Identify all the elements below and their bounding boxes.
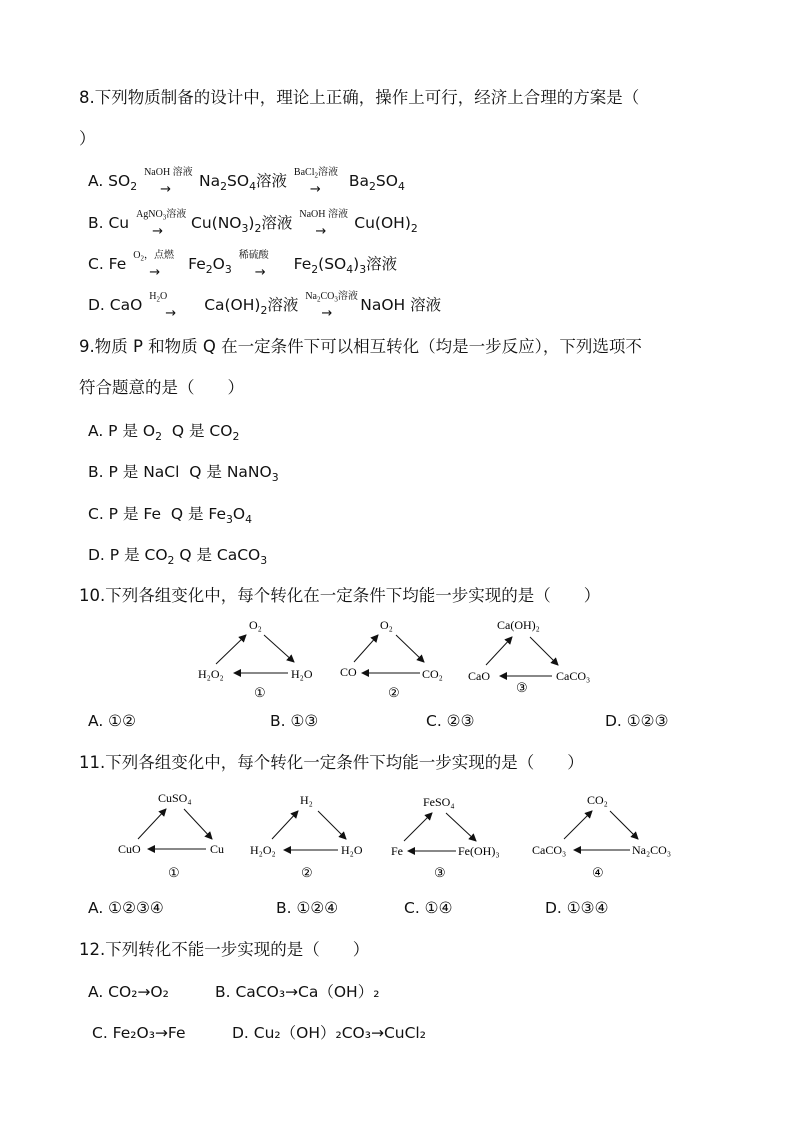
q10-d1-num: ① bbox=[254, 685, 266, 700]
q8-option-c: C. Fe $O_2$，点燃 → $Fe_2O_3$ 稀硫酸 → $Fe_2(SO_4)_3$溶液 bbox=[88, 249, 398, 280]
q11-diagram-1 bbox=[118, 791, 224, 880]
q11-d3-arrow-left bbox=[404, 813, 432, 841]
q11-d4-right: Na₂CO₃ bbox=[632, 843, 672, 857]
q10-option-a: A. ①② bbox=[88, 712, 136, 730]
q11-d1-top: CuSO₄ bbox=[158, 791, 192, 805]
q10-d2-arrow-right bbox=[396, 635, 424, 662]
q10-diagrams bbox=[0, 612, 794, 702]
q11-diagram-3 bbox=[391, 795, 500, 880]
q9-option-c: C. P 是 Fe Q 是 $Fe_3O_4$ bbox=[88, 505, 253, 526]
q11-option-d: D. ①③④ bbox=[545, 899, 609, 917]
q11-stem: 11.下列各组变化中，每个转化一定条件下均能一步实现的是（ ） bbox=[79, 753, 584, 772]
q11-d1-arrow-right bbox=[184, 809, 212, 839]
q11-d4-top: CO₂ bbox=[587, 793, 608, 807]
q10-d1-right: H₂O bbox=[291, 667, 313, 681]
q8-stem: 8.下列物质制备的设计中，理论上正确，操作上可行，经济上合理的方案是（ bbox=[79, 88, 640, 107]
q11-diagram-4 bbox=[532, 793, 671, 880]
q10-d3-left: CaO bbox=[468, 669, 490, 683]
q11-d1-arrow-left bbox=[138, 809, 166, 839]
q11-d2-num: ② bbox=[301, 865, 313, 880]
q10-d1-left: H₂O₂ bbox=[198, 667, 224, 681]
q11-d1-num: ① bbox=[168, 865, 180, 880]
q10-d1-arrow-left bbox=[216, 635, 246, 664]
q10-d3-arrow-left bbox=[486, 637, 512, 665]
q11-option-c: C. ①④ bbox=[404, 899, 453, 917]
q11-d4-left: CaCO₃ bbox=[532, 843, 567, 857]
q9-stem-line2: 符合题意的是（ ） bbox=[79, 378, 244, 397]
q10-diagram-3 bbox=[468, 618, 590, 695]
q9-option-a: A. P 是 $O_2$ Q 是 $CO_2$ bbox=[88, 422, 240, 443]
q8-stem-close: ） bbox=[79, 129, 96, 148]
q12-option-b: B. CaCO₃→Ca（OH）₂ bbox=[215, 983, 380, 1001]
q10-stem: 10.下列各组变化中，每个转化在一定条件下均能一步实现的是（ ） bbox=[79, 586, 601, 605]
q10-d2-arrow-left bbox=[354, 635, 378, 662]
q10-d1-top: O₂ bbox=[249, 618, 262, 632]
q11-d3-top: FeSO₄ bbox=[423, 795, 455, 809]
q10-d3-right: CaCO₃ bbox=[556, 669, 591, 683]
q11-d3-arrow-right bbox=[446, 813, 476, 841]
q10-d3-top: Ca(OH)₂ bbox=[497, 618, 540, 632]
q11-d4-num: ④ bbox=[592, 865, 604, 880]
q10-diagram-2 bbox=[340, 618, 443, 700]
q11-diagram-2 bbox=[250, 793, 363, 880]
q11-d1-left: CuO bbox=[118, 842, 141, 856]
q11-d3-right: Fe(OH)₃ bbox=[458, 844, 500, 858]
q10-d3-num: ③ bbox=[516, 680, 528, 695]
q10-d1-arrow-right bbox=[264, 635, 294, 662]
q11-d2-arrow-left bbox=[272, 811, 298, 839]
q11-d2-arrow-right bbox=[318, 811, 346, 839]
q11-d3-num: ③ bbox=[434, 865, 446, 880]
q11-d2-left: H₂O₂ bbox=[250, 843, 276, 857]
q10-option-d: D. ①②③ bbox=[605, 712, 669, 730]
q10-d2-top: O₂ bbox=[380, 618, 393, 632]
q9-stem-line1: 9.物质 P 和物质 Q 在一定条件下可以相互转化（均是一步反应），下列选项不 bbox=[79, 337, 642, 356]
q12-option-c: C. Fe₂O₃→Fe bbox=[92, 1024, 186, 1042]
q11-d4-arrow-right bbox=[610, 811, 638, 839]
q8-option-d: D. CaO $H_2O$ → $Ca(OH)_2$溶液 $Na_2CO_3$溶液 → NaOH 溶液 bbox=[88, 290, 442, 321]
q11-d1-right: Cu bbox=[210, 842, 225, 856]
q12-option-a: A. CO₂→O₂ bbox=[88, 983, 169, 1001]
q9-option-b: B. P 是 NaCl Q 是 NaNO$_3$ bbox=[88, 463, 279, 484]
q11-option-b: B. ①②④ bbox=[276, 899, 339, 917]
q10-option-b: B. ①③ bbox=[270, 712, 319, 730]
q11-d2-right: H₂O bbox=[341, 843, 363, 857]
q10-d2-right: CO₂ bbox=[422, 667, 443, 681]
q10-d2-left: CO bbox=[340, 665, 357, 679]
q11-d2-top: H₂ bbox=[300, 793, 313, 807]
q11-option-a: A. ①②③④ bbox=[88, 899, 164, 917]
q11-d3-left: Fe bbox=[391, 844, 403, 858]
q12-option-d: D. Cu₂（OH）₂CO₃→CuCl₂ bbox=[232, 1024, 426, 1042]
q10-option-c: C. ②③ bbox=[426, 712, 475, 730]
q12-stem: 12.下列转化不能一步实现的是（ ） bbox=[79, 940, 370, 959]
q10-d2-num: ② bbox=[388, 685, 400, 700]
q11-diagrams bbox=[0, 785, 794, 885]
q9-option-d: D. P 是 $CO_2$ Q 是 CaCO$_3$ bbox=[88, 546, 268, 567]
q8-option-a: A. $SO_2$ NaOH 溶液 → $Na_2SO_4$溶液 BaCl$_2$溶液 → $Ba_2SO_4$ bbox=[88, 166, 405, 197]
q11-d4-arrow-left bbox=[564, 811, 592, 839]
q10-diagram-1 bbox=[198, 618, 313, 700]
q10-d3-arrow-right bbox=[530, 637, 558, 665]
q8-option-b: B. Cu AgNO$_3$溶液 → $Cu(NO_3)_2$溶液 NaOH 溶液 → $Cu(OH)_2$ bbox=[88, 208, 418, 239]
